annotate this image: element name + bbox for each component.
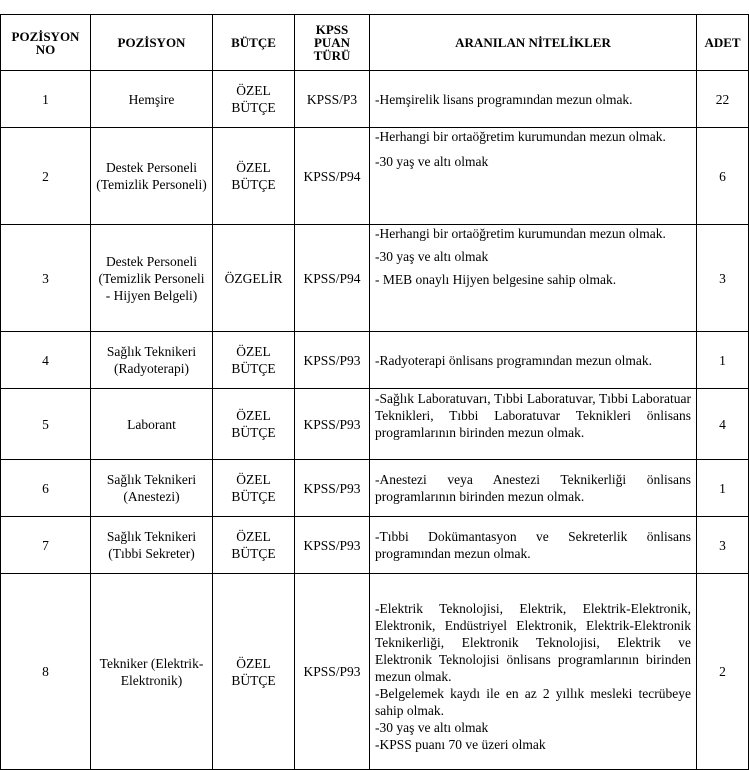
qualification-line: -Anestezi veya Anestezi Teknikerliği önlisans programlarının birinden mezun olmak. [375,472,691,504]
cell-kpss: KPSS/P93 [295,389,370,460]
cell-kpss: KPSS/P93 [295,460,370,517]
cell-position: Sağlık Teknikeri (Tıbbi Sekreter) [91,517,213,574]
cell-count: 1 [697,460,749,517]
qualification-line: -Belgelemek kaydı ile en az 2 yıllık mesleki tecrübeye sahip olmak. [375,686,691,718]
cell-budget: ÖZGELİR [213,225,295,332]
qualification-line: - MEB onaylı Hijyen belgesine sahip olmak. [375,272,617,287]
qualification-line: -Sağlık Laboratuvarı, Tıbbi Laboratuvar, Tıbbi Laboratuar Teknikleri, Tıbbi Laboratuvar Teknikleri önlisans programlarının birinden mezun olmak. [375,391,691,440]
cell-qualifications [370,332,697,389]
cell-position: Destek Personeli (Temizlik Personeli) [91,128,213,225]
cell-qualifications [370,517,697,574]
qualification-line: -Tıbbi Dokümantasyon ve Sekreterlik önlisans programından mezun olmak. [375,529,691,561]
cell-kpss: KPSS/P94 [295,128,370,225]
cell-kpss: KPSS/P93 [295,517,370,574]
qualification-line: -Herhangi bir ortaöğretim kurumundan mezun olmak. [375,226,666,241]
table-row [1,332,749,389]
cell-budget: ÖZEL BÜTÇE [213,460,295,517]
qualification-line: -Hemşirelik lisans programından mezun olmak. [375,91,633,107]
qualification-line: -30 yaş ve altı olmak [375,249,489,264]
cell-qualifications [370,128,697,225]
cell-budget: ÖZEL BÜTÇE [213,389,295,460]
cell-budget: ÖZEL BÜTÇE [213,574,295,770]
qualification-line: -30 yaş ve altı olmak [375,720,489,735]
cell-no: 2 [1,128,91,225]
cell-qualifications [370,389,697,460]
qualification-line: -Elektrik Teknolojisi, Elektrik, Elektrik-Elektronik, Elektronik, Endüstriyel Elektronik, Elektrik-Elektronik Teknikerliği, Elektronik Teknolojisi, Elektrik ve Elektronik Teknolojisi önlisans programlarının birinden mezun olmak. [375,601,691,684]
cell-qualifications [370,225,697,332]
cell-position: Tekniker (Elektrik-Elektronik) [91,574,213,770]
cell-count: 22 [697,71,749,128]
cell-budget: ÖZEL BÜTÇE [213,332,295,389]
table-row [1,574,749,770]
cell-no: 4 [1,332,91,389]
cell-qualifications [370,574,697,770]
header-row [1,15,749,71]
header-position: POZİSYON [91,15,213,71]
cell-count: 3 [697,225,749,332]
header-budget: BÜTÇE [213,15,295,71]
cell-budget: ÖZEL BÜTÇE [213,517,295,574]
positions-table [0,14,749,770]
table-row [1,389,749,460]
cell-qualifications [370,460,697,517]
table-row [1,225,749,332]
cell-budget: ÖZEL BÜTÇE [213,128,295,225]
header-qualifications: ARANILAN NİTELİKLER [370,15,697,71]
cell-budget: ÖZEL BÜTÇE [213,71,295,128]
cell-no: 5 [1,389,91,460]
cell-kpss: KPSS/P93 [295,332,370,389]
cell-no: 6 [1,460,91,517]
qualification-line: -Herhangi bir ortaöğretim kurumundan mezun olmak. [375,129,666,144]
qualification-line: -30 yaş ve altı olmak [375,154,489,169]
qualification-line: -Radyoterapi önlisans programından mezun olmak. [375,352,653,368]
cell-kpss: KPSS/P93 [295,574,370,770]
qualification-line: -KPSS puanı 70 ve üzeri olmak [375,737,546,752]
cell-kpss: KPSS/P94 [295,225,370,332]
cell-position: Destek Personeli (Temizlik Personeli - Hijyen Belgeli) [91,225,213,332]
cell-position: Sağlık Teknikeri (Anestezi) [91,460,213,517]
cell-qualifications [370,71,697,128]
cell-no: 3 [1,225,91,332]
cell-count: 3 [697,517,749,574]
table-row [1,71,749,128]
cell-no: 7 [1,517,91,574]
header-position-no: POZİSYON NO [1,15,91,71]
header-kpss: KPSS PUAN TÜRÜ [295,15,370,71]
cell-no: 1 [1,71,91,128]
cell-position: Hemşire [91,71,213,128]
cell-count: 2 [697,574,749,770]
cell-kpss: KPSS/P3 [295,71,370,128]
table-row [1,517,749,574]
header-count: ADET [697,15,749,71]
cell-position: Laborant [91,389,213,460]
cell-count: 6 [697,128,749,225]
cell-position: Sağlık Teknikeri (Radyoterapi) [91,332,213,389]
cell-count: 4 [697,389,749,460]
cell-no: 8 [1,574,91,770]
cell-count: 1 [697,332,749,389]
table-row [1,128,749,225]
table-row [1,460,749,517]
